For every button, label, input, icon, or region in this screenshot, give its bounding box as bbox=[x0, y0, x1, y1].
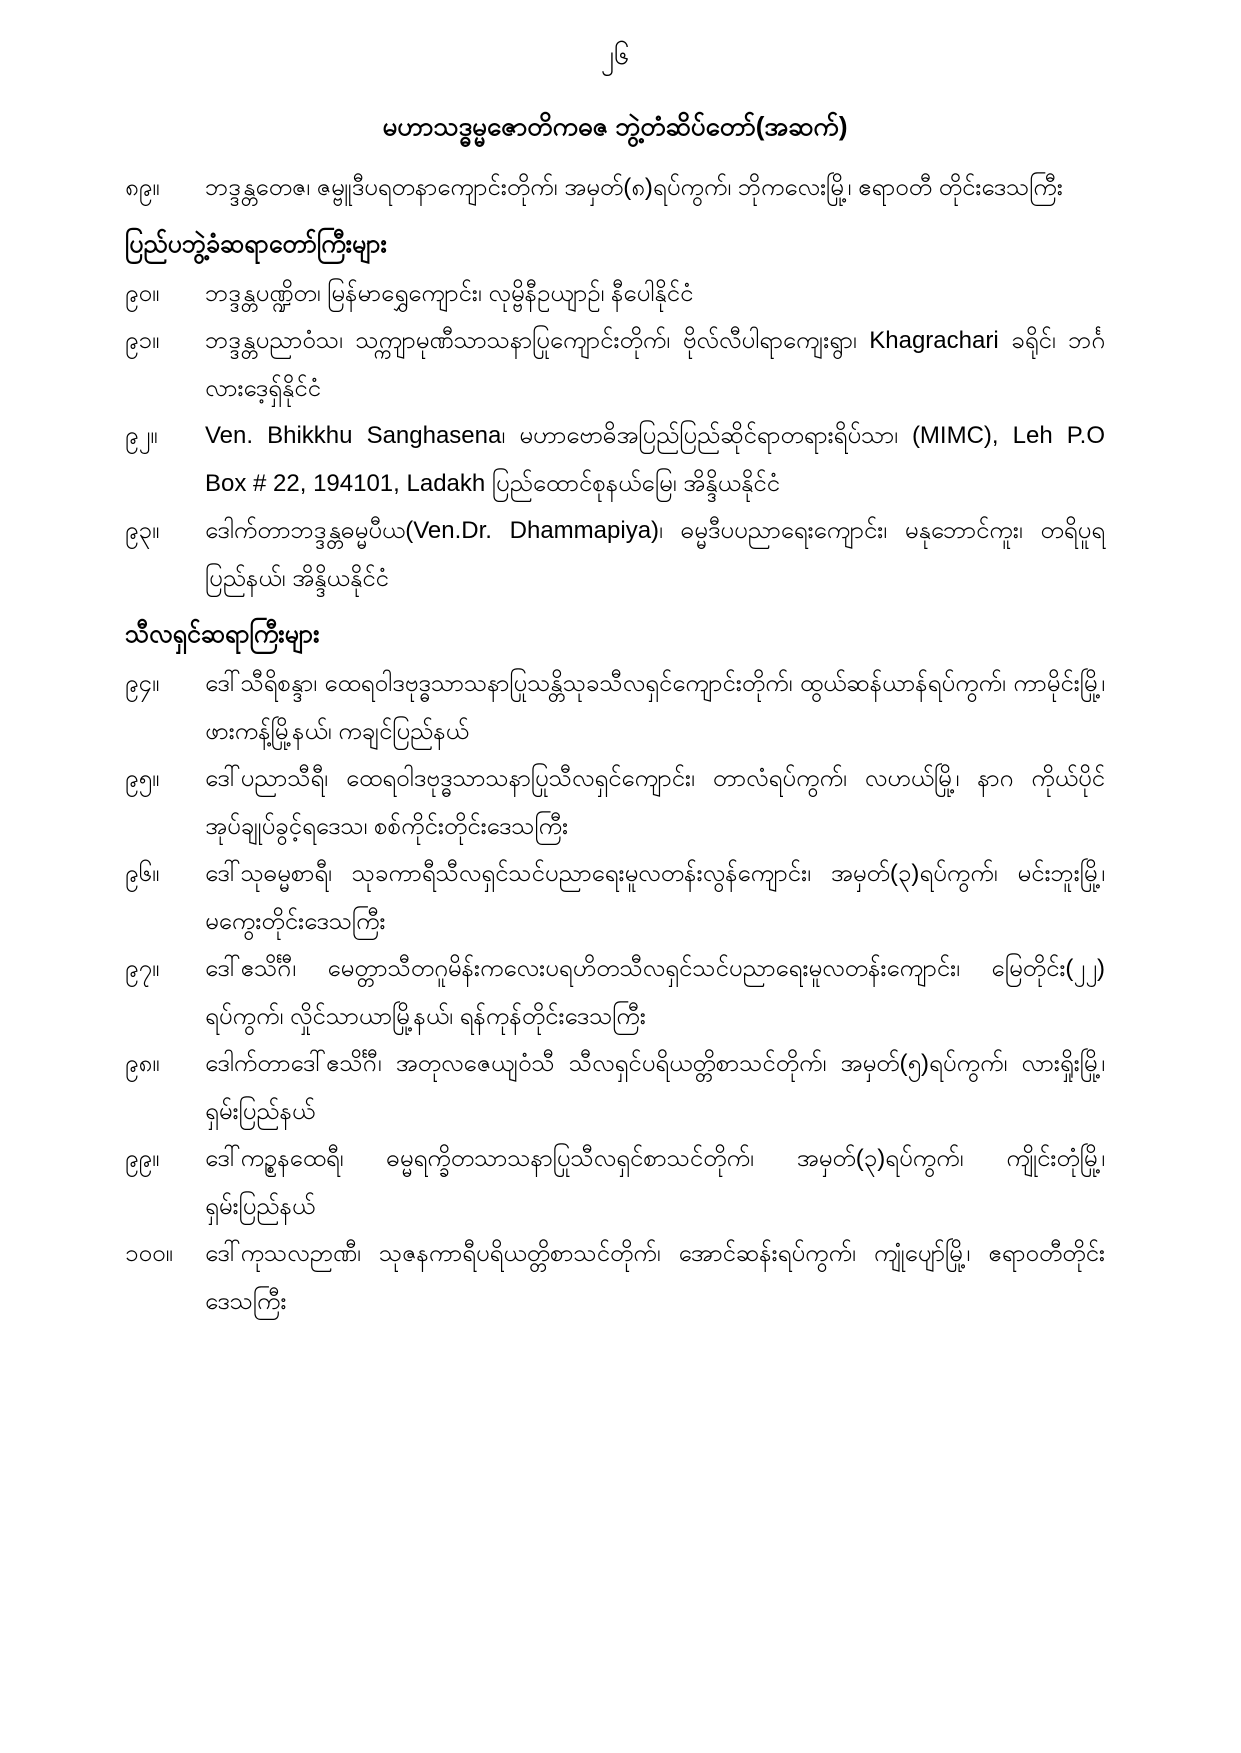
item-text: ဘဒ္ဒန္တပဏ္ဍိတ၊ မြန်မာရွှေကျောင်း၊ လုမ္ဗိနီဥယျာဉ်၊ နီပေါနိုင်ငံ bbox=[205, 279, 694, 307]
list-item bbox=[125, 850, 1105, 945]
item-number: ၈၉။ bbox=[125, 174, 160, 201]
list-item bbox=[125, 164, 1105, 212]
item-text: ဒေါက်တာဘဒ္ဒန္တဓမ္မပီယ(Ven.Dr. Dhammapiya)၊ ဓမ္မဒီပပညာရေးကျောင်း၊ မနုဘောင်ကူး၊ တရိပူရပြည်နယ်၊ အိန္ဒိယနိုင်ငံ bbox=[205, 517, 1105, 592]
item-text: ဒေါက်တာဒေါ်ဧသိင်္ဂီ၊ အတုလဇေယျဝံသီ သီလရှင်ပရိယတ္တိစာသင်တိုက်၊ အမှတ်(၅)ရပ်ကွက်၊ လားရှိုးမြို့၊ ရှမ်းပြည်နယ် bbox=[205, 1050, 1105, 1125]
list-item bbox=[125, 412, 1105, 507]
item-number: ၉၂။ bbox=[125, 422, 158, 449]
item-number: ၉၃။ bbox=[125, 517, 160, 544]
section-continued bbox=[125, 164, 1105, 212]
item-number: ၁၀၀။ bbox=[125, 1240, 173, 1267]
item-text: ဘဒ္ဒန္တတေဇ၊ ဇမ္ဗူဒီပရတနာကျောင်းတိုက်၊ အမှတ်(၈)ရပ်ကွက်၊ ဘိုကလေးမြို့၊ ဧရာဝတီ တိုင်းဒေသကြီး bbox=[205, 174, 1063, 201]
list-item bbox=[125, 1230, 1105, 1325]
item-number: ၉၀။ bbox=[125, 279, 160, 307]
item-text: ဘဒ္ဒန္တပညာဝံသ၊ သက္ကျာမုဏီသာသနာပြုကျောင်းတိုက်၊ ဗိုလ်လီပါရာကျေးရွာ၊ Khagrachari ခရိုင်၊ ဘင်္ဂလားဒေ့ရှ်နိုင်ငံ bbox=[205, 327, 1105, 402]
item-text: ဒေါ်ကဉ္စနထေရီ၊ ဓမ္မရက္ခိတသာသနာပြုသီလရှင်စာသင်တိုက်၊ အမှတ်(၃)ရပ်ကွက်၊ ကျိုင်းတုံမြို့၊ ရှမ်းပြည်နယ် bbox=[205, 1145, 1105, 1220]
item-number: ၉၇။ bbox=[125, 955, 160, 982]
item-number: ၉၁။ bbox=[125, 327, 160, 354]
item-text: Ven. Bhikkhu Sanghasena၊ မဟာဗောဓိအပြည်ပြည်ဆိုင်ရာတရားရိပ်သာ၊ (MIMC), Leh P.O Box # 22, 194101, Ladakh ပြည်ထောင်စုနယ်မြေ၊ အိန္ဒိယနိုင်ငံ bbox=[205, 422, 1105, 497]
list-item bbox=[125, 270, 1105, 318]
doc-title: မဟာသဒ္ဓမ္မဇောတိကဓဇ ဘွဲ့တံဆိပ်တော်(အဆက်) bbox=[382, 111, 848, 141]
item-text: ဒေါ်သုဓမ္မစာရီ၊ သုခကာရီသီလရှင်သင်ပညာရေးမူလတန်းလွန်ကျောင်း၊ အမှတ်(၃)ရပ်ကွက်၊ မင်းဘူးမြို့၊ မကွေးတိုင်းဒေသကြီး bbox=[205, 860, 1105, 935]
section-heading-foreign-sayadaws: ပြည်ပဘွဲ့ခံဆရာတော်ကြီးများ bbox=[125, 229, 387, 258]
list-item bbox=[125, 755, 1105, 850]
item-number: ၉၈။ bbox=[125, 1050, 160, 1077]
item-number: ၉၆။ bbox=[125, 860, 160, 887]
section-foreign-sayadaws bbox=[125, 270, 1105, 603]
list-item bbox=[125, 660, 1105, 755]
item-text: ဒေါ်ကုသလဉာဏီ၊ သုဇနကာရီပရိယတ္တိစာသင်တိုက်၊ အောင်ဆန်းရပ်ကွက်၊ ကျုံပျော်မြို့၊ ဧရာဝတီတိုင်းဒေသကြီး bbox=[205, 1240, 1105, 1315]
item-text: ဒေါ်ဧသိင်္ဂီ၊ မေတ္တာသီတဂူမိန်းကလေးပရဟိတသီလရှင်သင်ပညာရေးမူလတန်းကျောင်း၊ မြေတိုင်း(၂၂) ရပ်ကွက်၊ လှိုင်သာယာမြို့နယ်၊ ရန်ကုန်တိုင်းဒေသကြီး bbox=[205, 955, 1105, 1030]
section-nun-teachers bbox=[125, 660, 1105, 1325]
item-text: ဒေါ်သီရိစန္ဒာ၊ ထေရဝါဒဗုဒ္ဓသာသနာပြုသန္တိသုခသီလရှင်ကျောင်းတိုက်၊ ထွယ်ဆန်ယာန်ရပ်ကွက်၊ ကာမိုင်းမြို့၊ ဖားကန့်မြို့နယ်၊ ကချင်ပြည်နယ် bbox=[205, 670, 1105, 745]
page-number: ၂၆ bbox=[600, 40, 630, 70]
list-item bbox=[125, 317, 1105, 412]
item-number: ၉၄။ bbox=[125, 670, 160, 697]
item-number: ၉၉။ bbox=[125, 1145, 160, 1172]
item-number: ၉၅။ bbox=[125, 765, 160, 792]
section-heading-nun-teachers: သီလရှင်ဆရာကြီးများ bbox=[125, 620, 320, 648]
item-text: ဒေါ်ပညာသီရီ၊ ထေရဝါဒဗုဒ္ဓသာသနာပြုသီလရှင်ကျောင်း၊ တာလံရပ်ကွက်၊ လဟယ်မြို့၊ နာဂ ကိုယ်ပိုင်အုပ်ချုပ်ခွင့်ရဒေသ၊ စစ်ကိုင်းတိုင်းဒေသကြီး bbox=[205, 765, 1105, 840]
list-item bbox=[125, 507, 1105, 602]
list-item bbox=[125, 945, 1105, 1040]
list-item bbox=[125, 1135, 1105, 1230]
list-item bbox=[125, 1040, 1105, 1135]
